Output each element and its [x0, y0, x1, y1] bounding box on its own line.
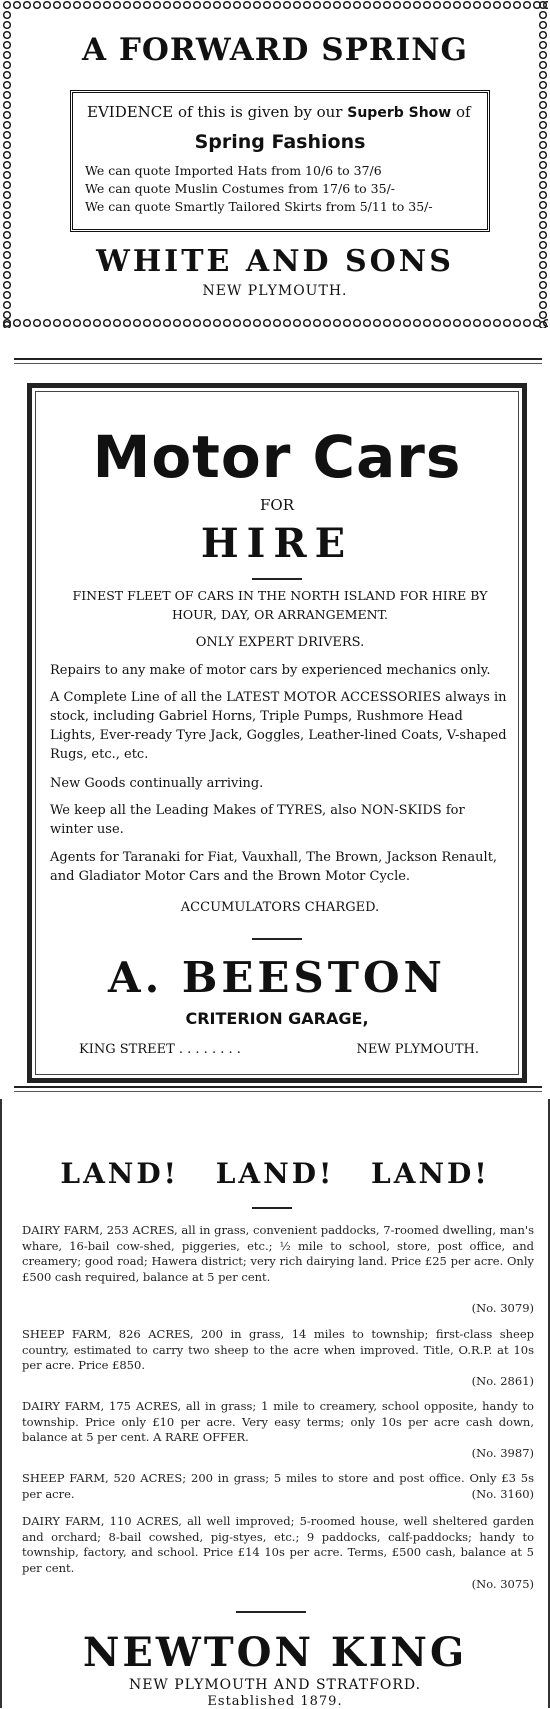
land-listing — [22, 1514, 534, 1592]
evidence-line — [87, 103, 471, 121]
for-label: FOR — [260, 496, 294, 514]
divider — [252, 1207, 292, 1209]
column-separator — [14, 1086, 542, 1092]
street-name: KING STREET . . . . . . . . — [79, 1042, 241, 1057]
divider — [252, 578, 302, 580]
firm-location: NEW PLYMOUTH. — [202, 283, 348, 299]
listing-text: SHEEP FARM, 826 ACRES, 200 in grass, 14 miles to township; first-class sheep country, estimated to carry two sheep to the acre when improved. Title, O.R.P. at 10s per acre. Price £850. — [22, 1327, 534, 1372]
tyres-paragraph: We keep all the Leading Makes of TYRES, also NON-SKIDS for winter use. — [50, 803, 465, 837]
fleet-paragraph: FINEST FLEET OF CARS IN THE NORTH ISLAND FOR HIRE BY HOUR, DAY, OR ARRANGEMENT. — [72, 588, 488, 622]
newton-king-land-advertisement — [0, 1099, 550, 1708]
accessories-paragraph: A Complete Line of all the LATEST MOTOR ACCESSORIES always in stock, including Gabriel Horns, Triple Pumps, Rushmore Head Lights, Ever-ready Tyre Jack, Goggles, Leather-lined Coats, V-shaped Rugs, etc., etc. — [50, 690, 507, 762]
listing-text: SHEEP FARM, 520 ACRES; 200 in grass; 5 miles to store and post office. Only £3 5s per acre. — [22, 1471, 534, 1501]
listing-number: (No. 3987) — [471, 1445, 534, 1460]
listing-text: DAIRY FARM, 175 ACRES, all in grass; 1 mile to creamery, school opposite, handy to township. Price only £10 per acre. Very easy terms; only 10s per acre cash down, balance at 5 per cent. A RARE OFFER. — [22, 1399, 534, 1444]
agents-paragraph: Agents for Taranaki for Fiat, Vauxhall, The Brown, Jackson Renault, and Gladiator Motor Cars and the Brown Motor Cycle. — [50, 850, 498, 884]
evidence-highlight: Superb Show — [347, 105, 452, 121]
quote-line: We can quote Muslin Costumes from 17/6 to 35/- — [85, 181, 396, 196]
firm-name: WHITE AND SONS — [96, 244, 454, 279]
spring-fashions-heading: Spring Fashions — [194, 131, 366, 153]
land-listing — [22, 1471, 534, 1502]
new-goods-paragraph: New Goods continually arriving. — [50, 776, 264, 791]
column-separator — [14, 358, 542, 364]
evidence-suffix: of — [456, 103, 471, 121]
listing-number: (No. 3075) — [471, 1576, 534, 1591]
chain-border-bottom — [2, 318, 548, 328]
headline: A FORWARD SPRING — [81, 32, 469, 68]
divider — [252, 938, 302, 940]
listing-number: (No. 3079) — [471, 1300, 534, 1315]
quote-line: We can quote Imported Hats from 10/6 to 37/6 — [85, 163, 382, 178]
established-line: Established 1879. — [207, 1694, 343, 1709]
listing-text: DAIRY FARM, 253 ACRES, all in grass, convenient paddocks, 7-roomed dwelling, man's whare, 16-bail cow-shed, piggeries, etc.; ½ mile to school, store, post office, and creamery; good road; Hawera district; very rich dairying land. Price £25 per acre. Only £500 cash required, balance at 5 per cent. — [22, 1223, 534, 1284]
land-title: LAND! LAND! LAND! — [60, 1157, 490, 1190]
address-line — [79, 1042, 479, 1057]
drivers-paragraph: ONLY EXPERT DRIVERS. — [195, 635, 365, 650]
divider — [236, 1611, 306, 1613]
listing-text: DAIRY FARM, 110 ACRES, all well improved; 5-roomed house, well sheltered garden and orchard; 8-bail cowshed, pig-styes, etc.; 9 paddocks, calf-paddocks; handy to township, factory, and school. Price £14 10s per acre. Terms, £500 cash, balance at 5 per cent. — [22, 1514, 534, 1575]
hire-heading: HIRE — [200, 520, 354, 567]
listing-number: (No. 2861) — [471, 1373, 534, 1388]
firm-name: NEWTON KING — [82, 1629, 468, 1676]
chain-border-top — [2, 0, 548, 10]
garage-name: CRITERION GARAGE, — [185, 1009, 369, 1028]
repairs-paragraph: Repairs to any make of motor cars by experienced mechanics only. — [50, 663, 491, 678]
quote-line: We can quote Smartly Tailored Skirts from 5/11 to 35/- — [85, 199, 433, 214]
firm-name: A. BEESTON — [108, 953, 446, 1002]
white-and-sons-advertisement — [0, 0, 550, 338]
fashion-box — [70, 90, 490, 232]
listing-number: (No. 3160) — [471, 1486, 534, 1501]
motor-cars-title: Motor Cars — [92, 423, 462, 491]
land-listing — [22, 1399, 534, 1461]
land-listing — [22, 1223, 534, 1316]
land-listing — [22, 1327, 534, 1389]
beeston-motor-advertisement — [27, 383, 527, 1083]
accumulators-paragraph: ACCUMULATORS CHARGED. — [180, 900, 380, 915]
evidence-prefix: EVIDENCE of this is given by our — [87, 103, 343, 121]
town-name: NEW PLYMOUTH. — [356, 1042, 479, 1057]
firm-location: NEW PLYMOUTH AND STRATFORD. — [128, 1677, 422, 1693]
